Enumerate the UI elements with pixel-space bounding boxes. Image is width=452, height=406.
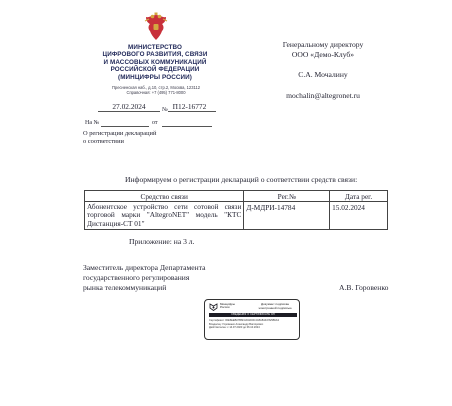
no-label: №	[162, 107, 168, 113]
ref-from-label: от	[152, 120, 158, 126]
electronic-signature-stamp	[204, 299, 300, 340]
document-subject	[83, 130, 156, 146]
signer-name: А.В. Горовенко	[339, 283, 389, 292]
number-underline	[168, 111, 216, 112]
stamp-detail-line: Действителен: с 14.07.2023 до 06.10.2024	[209, 326, 260, 330]
ref-no-label: На №	[85, 120, 100, 126]
stamp-detail-line: Владелец: Горовенко Александр Викторович	[209, 322, 264, 326]
column-header-device: Средство связи	[85, 191, 244, 202]
signer-position	[83, 263, 205, 294]
table-row	[85, 202, 388, 230]
address-line: Справочная: +7 (495) 771-8000	[126, 90, 186, 96]
column-header-reg-no: Рег.№	[244, 191, 330, 202]
stamp-title	[251, 303, 299, 310]
cell-device: Абонентское устройство сети сотовой связи торговой марки "AltegroNET" модель "КТС Дистанция-СТ 01"	[85, 202, 244, 230]
intro-paragraph: Информируем о регистрации деклараций о соответствии средств связи:	[125, 175, 358, 184]
recipient-position	[232, 40, 414, 60]
subject-line: О регистрации деклараций	[83, 130, 157, 137]
ministry-name	[82, 44, 228, 81]
stamp-org	[220, 303, 246, 309]
document-date: 27.02.2024	[112, 102, 146, 111]
address-line: Пресненская наб., д.10, стр.2, Москва, 123112	[111, 85, 201, 90]
ministry-line: РОССИЙСКОЙ ФЕДЕРАЦИИ	[110, 66, 200, 74]
signer-line: государственного регулирования	[83, 273, 190, 283]
stamp-org-line: Минцифры	[220, 302, 235, 306]
document-number: П12-16772	[172, 102, 207, 111]
table-header-row	[85, 191, 388, 202]
ministry-line: МИНИСТЕРСТВО	[127, 44, 183, 51]
ministry-address	[86, 85, 226, 96]
subject-line: о соответствии	[83, 137, 124, 145]
ministry-line: ЦИФРОВОГО РАЗВИТИЯ, СВЯЗИ	[102, 51, 208, 59]
stamp-title-line: электронной подписью	[258, 305, 292, 310]
cell-reg-no: Д-МДРИ-14784	[244, 202, 330, 230]
recipient-email: mochalin@altegronet.ru	[286, 91, 360, 100]
recipient-name: С.А. Мочалину	[298, 70, 348, 79]
signer-line: Заместитель директора Департамента	[83, 263, 206, 272]
stamp-certificate-bar: СВЕДЕНИЯ О СЕРТИФИКАТЕ ЭП	[209, 313, 297, 317]
ref-number-underline	[101, 126, 149, 127]
attachment-note: Приложение: на 3 л.	[129, 237, 195, 246]
registration-table	[84, 190, 388, 230]
recipient-line: ООО «Демо-Клуб»	[291, 50, 355, 60]
recipient-line: Генеральному директору	[282, 40, 364, 49]
cell-reg-date: 15.02.2024	[330, 202, 388, 230]
stamp-org-line: России	[220, 305, 230, 310]
ref-date-underline	[162, 126, 212, 127]
signer-line: рынка телекоммуникаций	[83, 283, 167, 293]
stamp-title-line: Документ подписан	[260, 302, 290, 306]
stamp-certificate-details	[209, 319, 297, 330]
coat-of-arms-icon	[143, 12, 169, 42]
ministry-line: (МИНЦИФРЫ РОССИИ)	[118, 73, 192, 81]
date-underline	[98, 111, 160, 112]
stamp-detail-line: Сертификат: 00E5EEB07B6F3A91D0C4C8AB1F27E5B6A3	[209, 319, 279, 322]
ministry-line: И МАССОВЫХ КОММУНИКАЦИЙ	[103, 58, 207, 66]
ministry-logo-icon	[209, 303, 218, 311]
column-header-reg-date: Дата рег.	[330, 191, 388, 202]
